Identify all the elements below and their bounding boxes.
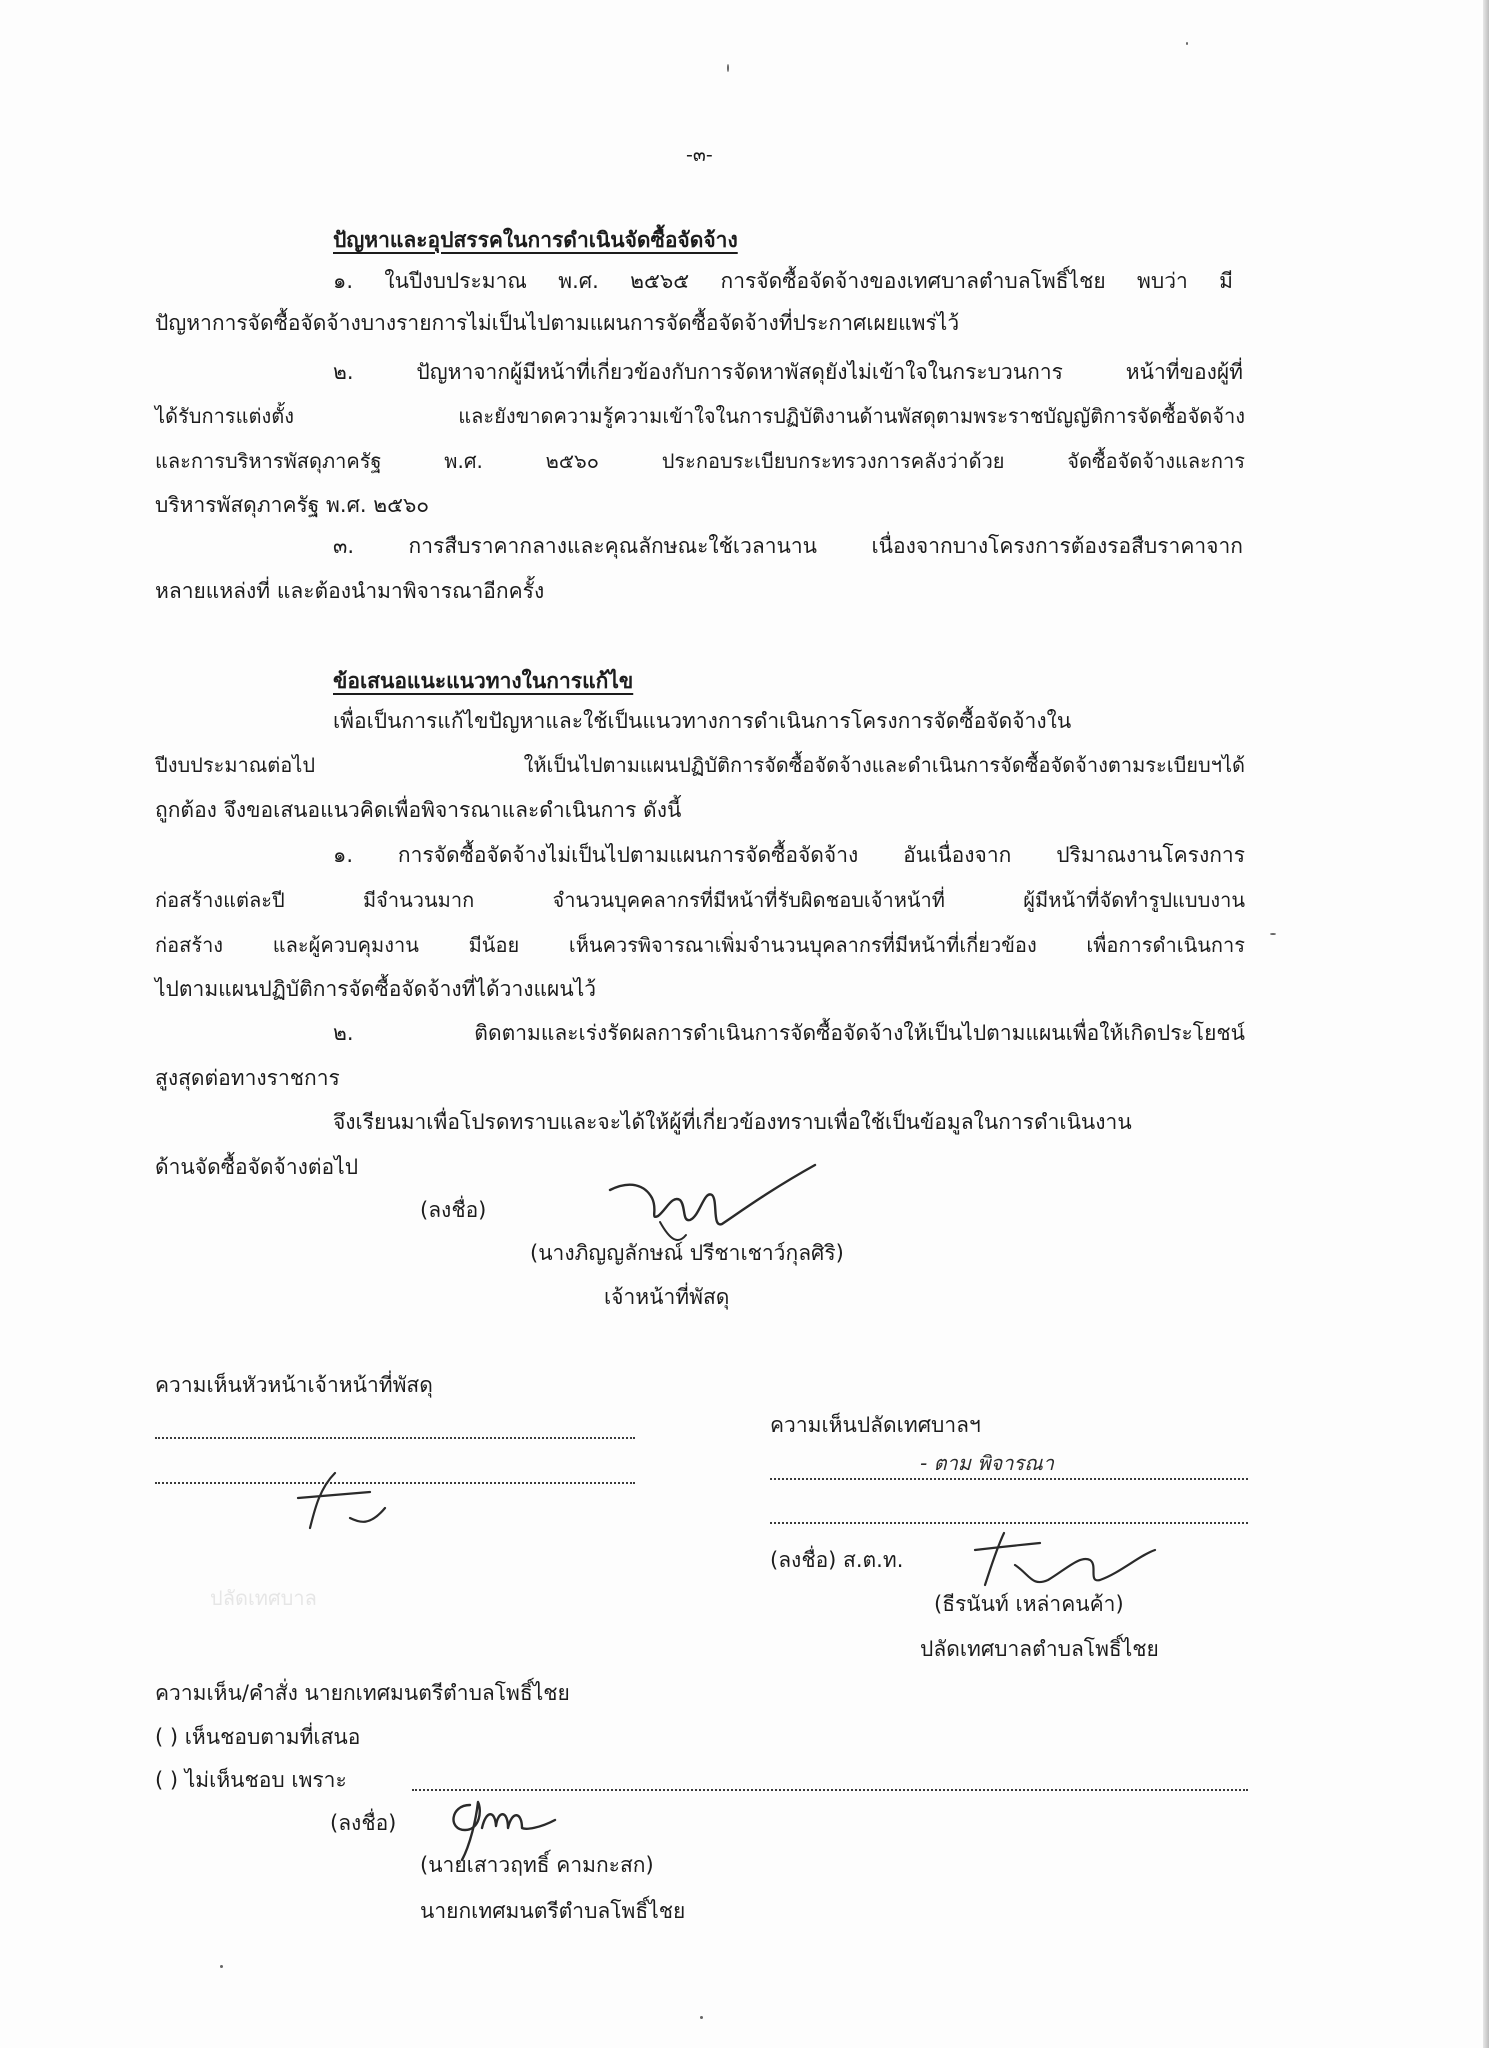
problems-line: ได้รับการแต่งตั้ง และยังขาดความรู้ความเข้าใจในการปฏิบัติงานด้านพัสดุตามพระราชบัญญัติการจัดซื้อจัดจ้าง	[155, 404, 1245, 428]
page-edge-shadow	[1483, 0, 1489, 2048]
mayor-option-agree: ( ) เห็นชอบตามที่เสนอ	[155, 1725, 361, 1749]
head-opinion-dotted-line	[155, 1437, 635, 1439]
clerk-opinion-label: ความเห็นปลัดเทศบาลฯ	[770, 1413, 981, 1437]
scan-speck	[220, 1965, 223, 1968]
mayor-position: นายกเทศมนตรีตำบลโพธิ์ไชย	[420, 1899, 686, 1923]
officer-name: (นางภิญญลักษณ์ ปรีชาเชาว์กุลศิริ)	[530, 1241, 844, 1265]
problems-line: ๓. การสืบราคากลางและคุณลักษณะใช้เวลานาน เนื่องจากบางโครงการต้องรอสืบราคาจาก	[333, 534, 1243, 558]
scan-speck	[727, 64, 729, 72]
suggestions-line: เพื่อเป็นการแก้ไขปัญหาและใช้เป็นแนวทางการดำเนินการโครงการจัดซื้อจัดจ้างใน	[333, 709, 1072, 733]
mayor-name: (นายเสาวฤทธิ์ คามกะสก)	[420, 1853, 654, 1877]
suggestions-line: ๒. ติดตามและเร่งรัดผลการดำเนินการจัดซื้อจัดจ้างให้เป็นไปตามแผนเพื่อให้เกิดประโยชน์	[333, 1021, 1245, 1045]
problems-heading: ปัญหาและอุปสรรคในการดำเนินจัดซื้อจัดจ้าง	[333, 228, 738, 252]
head-signature-image	[290, 1468, 410, 1538]
clerk-handwritten-note: - ตาม พิจารณา	[920, 1451, 1054, 1475]
faint-stamp-text: ปลัดเทศบาล	[210, 1586, 317, 1610]
problems-line: ๒. ปัญหาจากผู้มีหน้าที่เกี่ยวข้องกับการจัดหาพัสดุยังไม่เข้าใจในกระบวนการ หน้าที่ของผู้ที่	[333, 360, 1243, 384]
clerk-opinion-dotted-line	[770, 1478, 1248, 1480]
scan-speck	[700, 2016, 703, 2019]
suggestions-line: ถูกต้อง จึงขอเสนอแนวคิดเพื่อพิจารณาและดำเนินการ ดังนี้	[155, 798, 682, 822]
suggestions-line: ไปตามแผนปฏิบัติการจัดซื้อจัดจ้างที่ได้วางแผนไว้	[155, 977, 597, 1001]
clerk-name: (ธีรนันท์ เหล่าคนค้า)	[934, 1592, 1124, 1616]
suggestions-line: จึงเรียนมาเพื่อโปรดทราบและจะได้ให้ผู้ที่เกี่ยวข้องทราบเพื่อใช้เป็นข้อมูลในการดำเนินงาน	[333, 1110, 1132, 1134]
clerk-opinion-dotted-line	[770, 1522, 1248, 1524]
head-opinion-label: ความเห็นหัวหน้าเจ้าหน้าที่พัสดุ	[155, 1373, 433, 1397]
suggestions-heading: ข้อเสนอแนะแนวทางในการแก้ไข	[333, 669, 634, 693]
problems-line: และการบริหารพัสดุภาครัฐ พ.ศ. ๒๕๖๐ ประกอบระเบียบกระทรวงการคลังว่าด้วย จัดซื้อจัดจ้างและการ	[155, 449, 1245, 473]
scan-speck	[1186, 42, 1188, 45]
clerk-position: ปลัดเทศบาลตำบลโพธิ์ไชย	[920, 1637, 1159, 1661]
mayor-sign-label: (ลงชื่อ)	[330, 1811, 397, 1835]
suggestions-line: ๑. การจัดซื้อจัดจ้างไม่เป็นไปตามแผนการจัดซื้อจัดจ้าง อันเนื่องจาก ปริมาณงานโครงการ	[333, 843, 1245, 867]
problems-line: ปัญหาการจัดซื้อจัดจ้างบางรายการไม่เป็นไปตามแผนการจัดซื้อจัดจ้างที่ประกาศเผยแพร่ไว้	[155, 311, 960, 335]
mayor-option-disagree: ( ) ไม่เห็นชอบ เพราะ	[155, 1768, 347, 1792]
suggestions-line: ปีงบประมาณต่อไป ให้เป็นไปตามแผนปฏิบัติการจัดซื้อจัดจ้างและดำเนินการจัดซื้อจัดจ้างตามระเบียบฯได้	[155, 753, 1245, 777]
suggestions-line: ด้านจัดซื้อจัดจ้างต่อไป	[155, 1155, 359, 1179]
suggestions-line: ก่อสร้าง และผู้ควบคุมงาน มีน้อย เห็นควรพิจารณาเพิ่มจำนวนบุคลากรที่มีหน้าที่เกี่ยวข้อง เพื่อการดำเนินการ	[155, 933, 1245, 957]
problems-line: บริหารพัสดุภาครัฐ พ.ศ. ๒๕๖๐	[155, 493, 430, 517]
problems-line: ๑. ในปีงบประมาณ พ.ศ. ๒๕๖๕ การจัดซื้อจัดจ้างของเทศบาลตำบลโพธิ์ไชย พบว่า มี	[333, 269, 1233, 293]
suggestions-line: ก่อสร้างแต่ละปี มีจำนวนมาก จำนวนบุคคลากรที่มีหน้าที่รับผิดชอบเจ้าหน้าที่ ผู้มีหน้าที่จัดทำรูปแบบงาน	[155, 888, 1245, 912]
officer-position: เจ้าหน้าที่พัสดุ	[604, 1285, 730, 1309]
officer-sign-label: (ลงชื่อ)	[420, 1198, 487, 1222]
clerk-sign-label: (ลงชื่อ) ส.ต.ท.	[770, 1548, 904, 1572]
problems-line: หลายแหล่งที่ และต้องนำมาพิจารณาอีกครั้ง	[155, 579, 545, 603]
suggestions-line: สูงสุดต่อทางราชการ	[155, 1066, 340, 1090]
page-number: -๓-	[686, 144, 713, 166]
mayor-opinion-label: ความเห็น/คำสั่ง นายกเทศมนตรีตำบลโพธิ์ไชย	[155, 1681, 570, 1705]
scan-speck	[1270, 933, 1276, 935]
